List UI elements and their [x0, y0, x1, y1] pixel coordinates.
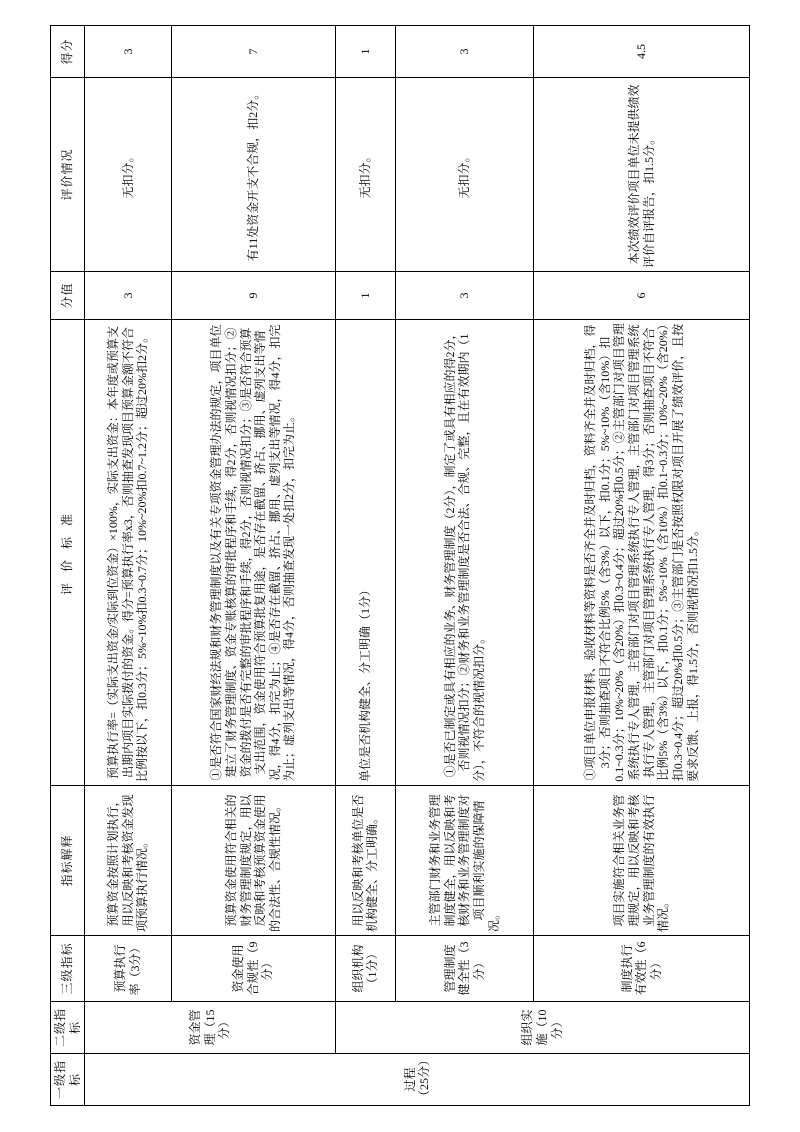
cell-criteria: ①是否已制定或具有相应的业务、财务管理制度（2分），制定了或具有相应的得2分，否则视情况扣分；②财务和业务管理制度是否合法、合规、完整，且在有效期内（1分），不符合的视情况扣分。: [396, 320, 534, 786]
cell-value: 3: [85, 272, 171, 320]
cell-level3: 组织机构（1分）: [335, 936, 396, 1002]
cell-evaluation: 无扣分。: [396, 78, 534, 272]
cell-explanation: 预算资金按照计划执行，用以反映和考核资金发现项预算执行情况。: [85, 786, 171, 936]
table-row: [335, 26, 396, 1106]
cell-score: 4.5: [534, 26, 750, 78]
table-row: [171, 26, 335, 1106]
cell-evaluation: 本次绩效评价项目单位未提供绩效评价自评报告，扣1.5分。: [534, 78, 750, 272]
cell-explanation: 预算资金使用符合相关的财务管理制度规定，用以反映和考核预算资金使用的合法性、合规性情况。: [171, 786, 335, 936]
cell-explanation: 主管部门财务和业务管理制度健全，用以反映和考核财务和业务管理制度对项目顺利实施的保障情况。: [396, 786, 534, 936]
cell-score: 3: [85, 26, 171, 78]
header-score: 得分: [51, 26, 85, 78]
cell-level1: 过程（25分）: [85, 1054, 750, 1106]
header-value: 分值: [51, 272, 85, 320]
cell-level2-organization: 组织实施（10分）: [335, 1002, 749, 1054]
header-level3: 三级指标: [51, 936, 85, 1002]
header-level1: 一级指标: [51, 1054, 85, 1106]
table-row: [396, 26, 534, 1106]
rotated-table-container: [50, 26, 750, 1106]
cell-level2-funds: 资金管理（15分）: [85, 1002, 335, 1054]
header-level2: 二级指标: [51, 1002, 85, 1054]
header-criteria: 评 价 标 准: [51, 320, 85, 786]
cell-evaluation: 无扣分。: [85, 78, 171, 272]
cell-criteria: 单位是否机构健全、分工明确（1分）: [335, 320, 396, 786]
cell-value: 9: [171, 272, 335, 320]
header-evaluation: 评价情况: [51, 78, 85, 272]
cell-score: 3: [396, 26, 534, 78]
cell-level3: 预算执行率（3分）: [85, 936, 171, 1002]
table-row: [85, 26, 171, 1106]
cell-score: 7: [171, 26, 335, 78]
cell-explanation: 用以反映和考核单位是否机构健全、分工明确。: [335, 786, 396, 936]
header-explanation: 指标解释: [51, 786, 85, 936]
cell-criteria: 预算执行率=（实际支出资金/实际到位资金）×100%，实际支出资金：本年度或预算支出期内项目实际拨付的资金。得分=预算执行率x3，否则抽查发现项目预算金额不符合比例按以下，扣0.3分；5%~10%扣0.3~0.7分；10%~20%扣0.7~1.2分；超过20%扣2分。: [85, 320, 171, 786]
cell-level3: 制度执行有效性（6分）: [534, 936, 750, 1002]
cell-level3: 资金使用合规性（9分）: [171, 936, 335, 1002]
cell-evaluation: 无扣分。: [335, 78, 396, 272]
cell-criteria: ①是否符合国家财经法规和财务管理制度以及有关专项资金管理办法的规定，项目单位建立了财务管理制度、资金专账核算的审批程序和手续，得2分，否则视情况扣分；②资金的拨付是否有完整的审批程序和手续，得2分，否则视情况扣分；③是否符合预算支出范围，资金使用符合预算批复用途，是否存在截留、挤占、挪用、虚列支出等情况，得4分，扣完为止；④是否存在截留、挤占、挪用、虚列支出等情况，得4分，扣完为止；虚列支出等情况，得4分，否则抽查发现一处扣2分，扣完为止。: [171, 320, 335, 786]
cell-criteria: ①项目单位申报材料、验收材料等资料是否齐全并及时归档，资料齐全并及时归档，得3分；否则抽查项目不符合比例5%（含3%）以下，扣0.1分；5%~10%（含10%）扣0.1~0.3分；10%~20%（含20%）扣0.3~0.4分；超过20%扣0.5分；②主管部门对项目管理系统执行专人管理，主管部门对项目管理系统执行专人管理，主管部门对项目管理系统执行专人管理，主管部门对项目管理系统执行专人管理，得3分；否则抽查项目不符合比例5%（含3%）以下，扣0.1分；5%~10%（含10%）扣0.1~0.3分；10%~20%（含20%）扣0.3~0.4分；超过20%扣0.5分；③主管部门是否按照权限对项目开展了绩效评价，且按要求反馈、上报，得1.5分，否则视情况扣1.5分。: [534, 320, 750, 786]
cell-score: 1: [335, 26, 396, 78]
table-row: [534, 26, 750, 1106]
performance-evaluation-table: [50, 25, 750, 1106]
cell-value: 1: [335, 272, 396, 320]
table-header-row: [51, 26, 85, 1106]
cell-value: 3: [396, 272, 534, 320]
cell-evaluation: 有11处资金开支不合规，扣2分。: [171, 78, 335, 272]
cell-level3: 管理制度健全性（3分）: [396, 936, 534, 1002]
cell-explanation: 项目实施符合相关业务管理规定，用以反映和考核业务管理制度的有效执行情况。: [534, 786, 750, 936]
cell-value: 6: [534, 272, 750, 320]
